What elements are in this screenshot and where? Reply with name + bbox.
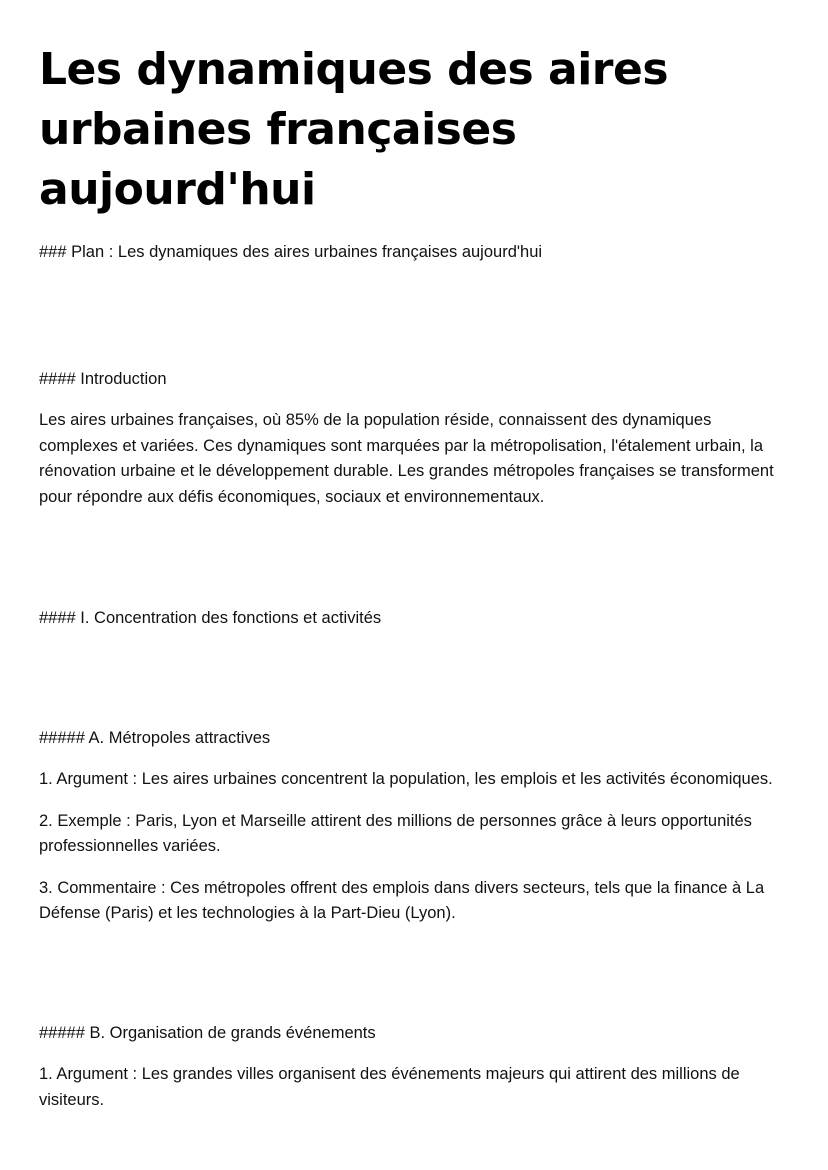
subsection-b-item-argument: 1. Argument : Les grandes villes organisent des événements majeurs qui attirent des millions de visiteurs. [39,1065,740,1109]
subsection-a-item-comment: 3. Commentaire : Ces métropoles offrent des emplois dans divers secteurs, tels que la finance à La Défense (Paris) et les technologies à la Part-Dieu (Lyon). [39,878,765,922]
introduction-heading: #### Introduction [39,369,167,388]
subsection-a-item-argument: 1. Argument : Les aires urbaines concentrent la population, les emplois et les activités économiques. [39,770,773,788]
subsection-a-heading: ##### A. Métropoles attractives [39,728,271,747]
section-1-heading: #### I. Concentration des fonctions et activités [39,609,382,627]
page-title: Les dynamiques des aires urbaines françaises aujourd'hui [39,44,669,215]
plan-heading: ### Plan : Les dynamiques des aires urbaines françaises aujourd'hui [39,243,543,261]
subsection-a-item-example: 2. Exemple : Paris, Lyon et Marseille attirent des millions de personnes grâce à leurs opportunités professionnelles variées. [39,811,752,855]
introduction-paragraph: Les aires urbaines françaises, où 85% de la population réside, connaissent des dynamiques complexes et variées. Ces dynamiques sont marquées par la métropolisation, l'étalement urbain, la rénovation urbaine et le développement durable. Les grandes métropoles françaises se transforment pour répondre aux défis économiques, sociaux et environnementaux. [39,411,774,506]
subsection-b-heading: ##### B. Organisation de grands événements [39,1023,376,1042]
